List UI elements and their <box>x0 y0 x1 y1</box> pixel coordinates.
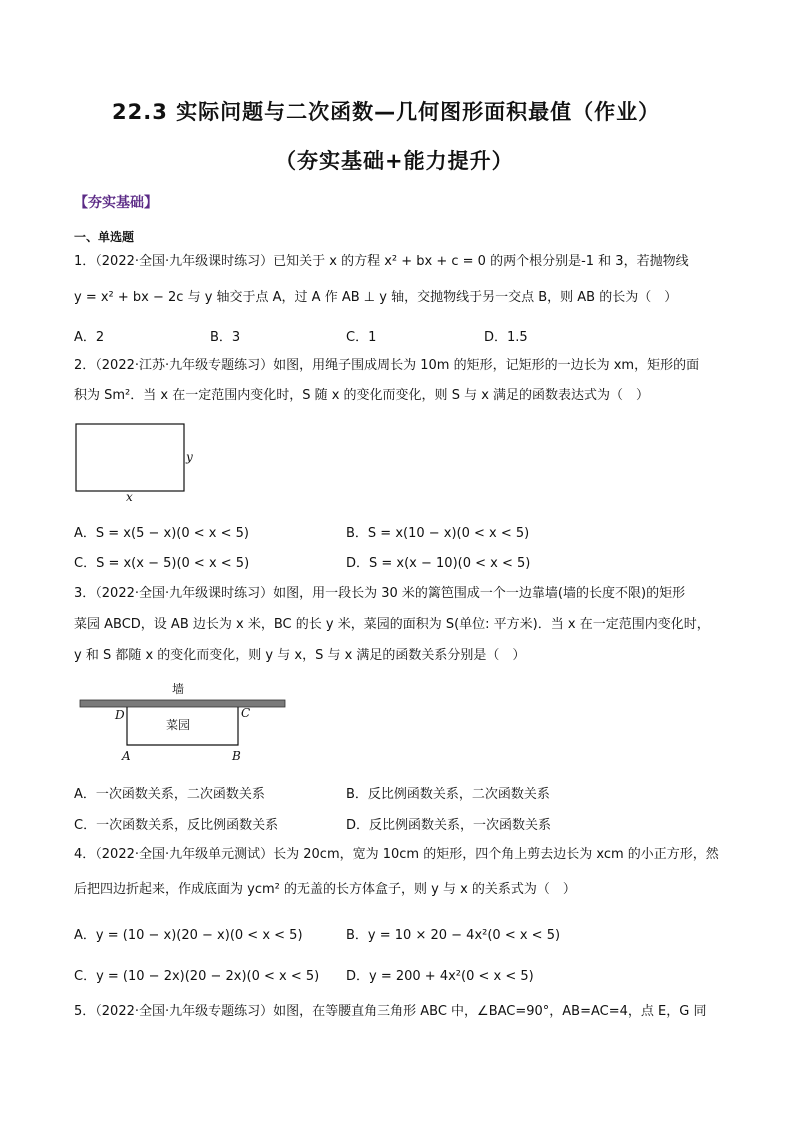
q2-option-c: C．S = x(x − 5)(0 < x < 5) <box>74 556 250 571</box>
q4-option-d: D．y = 200 + 4x²(0 < x < 5) <box>346 969 534 984</box>
q2-label-y: y <box>186 450 193 464</box>
page-title: 22.3 实际问题与二次函数—几何图形面积最值（作业） <box>112 100 661 124</box>
q1-line-1: 1．（2022·全国·九年级课时练习）已知关于 x 的方程 x² + bx + c = 0 的两个根分别是-1 和 3，若抛物线 <box>74 254 689 269</box>
q3-line-2: 菜园 ABCD，设 AB 边长为 x 米，BC 的长 y 米，菜园的面积为 S(单位: 平方米)．当 x 在一定范围内变化时， <box>74 617 710 632</box>
q1-option-c: C．1 <box>346 330 377 345</box>
q3-line-1: 3．（2022·全国·九年级课时练习）如图，用一段长为 30 米的篱笆围成一个一边靠墙(墙的长度不限)的矩形 <box>74 586 686 601</box>
q2-rectangle <box>76 424 184 491</box>
q3-option-c: C．一次函数关系，反比例函数关系 <box>74 818 279 833</box>
q3-option-a: A．一次函数关系，二次函数关系 <box>74 787 265 802</box>
q1-option-a: A．2 <box>74 330 105 345</box>
q3-label-garden: 菜园 <box>166 718 191 732</box>
q2-line-2: 积为 Sm²．当 x 在一定范围内变化时，S 随 x 的变化而变化，则 S 与 x 满足的函数表达式为（ ） <box>74 388 650 403</box>
q1-option-b: B．3 <box>210 330 241 345</box>
q4-line-1: 4．（2022·全国·九年级单元测试）长为 20cm，宽为 10cm 的矩形，四个角上剪去边长为 xcm 的小正方形，然 <box>74 847 719 862</box>
q2-label-x: x <box>126 490 133 504</box>
q3-option-d: D．反比例函数关系，一次函数关系 <box>346 818 552 833</box>
q3-label-d: D <box>115 708 125 722</box>
q4-option-a: A．y = (10 − x)(20 − x)(0 < x < 5) <box>74 928 303 943</box>
q3-label-a: A <box>122 749 131 763</box>
q4-line-2: 后把四边折起来，作成底面为 ycm² 的无盖的长方体盒子，则 y 与 x 的关系式为（ ） <box>74 882 576 897</box>
q1-option-d: D．1.5 <box>484 330 528 345</box>
q3-option-b: B．反比例函数关系，二次函数关系 <box>346 787 550 802</box>
q4-option-b: B．y = 10 × 20 − 4x²(0 < x < 5) <box>346 928 561 943</box>
q4-option-c: C．y = (10 − 2x)(20 − 2x)(0 < x < 5) <box>74 969 320 984</box>
q2-option-b: B．S = x(10 − x)(0 < x < 5) <box>346 526 530 541</box>
q2-option-a: A．S = x(5 − x)(0 < x < 5) <box>74 526 249 541</box>
subsection-label: 一、单选题 <box>74 230 135 244</box>
q2-line-1: 2．（2022·江苏·九年级专题练习）如图，用绳子围成周长为 10m 的矩形，记矩形的一边长为 xm，矩形的面 <box>74 358 700 373</box>
q3-line-3: y 和 S 都随 x 的变化而变化，则 y 与 x，S 与 x 满足的函数关系分别是（ ） <box>74 648 526 663</box>
q3-label-wall: 墙 <box>172 682 185 696</box>
q3-wall <box>80 700 285 707</box>
q3-label-b: B <box>232 749 241 763</box>
q5-line-1: 5．（2022·全国·九年级专题练习）如图，在等腰直角三角形 ABC 中，∠BAC=90°，AB=AC=4，点 E，G 同 <box>74 1004 707 1019</box>
q3-label-c: C <box>241 706 251 720</box>
section-label: 【夯实基础】 <box>74 195 158 211</box>
q2-option-d: D．S = x(x − 10)(0 < x < 5) <box>346 556 531 571</box>
page-subtitle: （夯实基础+能力提升） <box>275 149 514 173</box>
q1-line-2: y = x² + bx − 2c 与 y 轴交于点 A，过 A 作 AB ⊥ y 轴，交抛物线于另一交点 B，则 AB 的长为（ ） <box>74 290 678 305</box>
